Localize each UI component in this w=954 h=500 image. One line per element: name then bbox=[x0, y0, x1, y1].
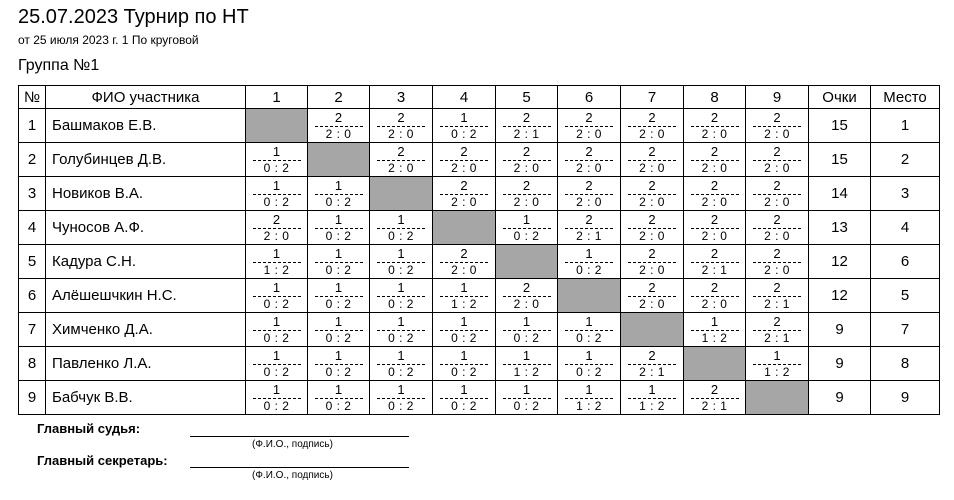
match-points: 2 bbox=[710, 382, 719, 397]
header-col-4: 4 bbox=[433, 86, 496, 109]
match-score: 2 : 0 bbox=[639, 297, 665, 311]
group-title: Группа №1 bbox=[18, 57, 100, 74]
match-score: 2 : 0 bbox=[263, 229, 290, 243]
table-header-row bbox=[19, 86, 940, 109]
match-cell bbox=[684, 211, 746, 245]
match-points: 2 bbox=[773, 110, 781, 125]
match-cell bbox=[496, 109, 558, 143]
match-score: 0 : 2 bbox=[513, 331, 540, 345]
match-score: 2 : 0 bbox=[451, 161, 477, 175]
match-points: 1 bbox=[522, 212, 531, 227]
match-points: 1 bbox=[272, 348, 281, 363]
match-points: 2 bbox=[773, 314, 781, 329]
match-points: 2 bbox=[773, 178, 781, 193]
match-points: 1 bbox=[710, 314, 719, 329]
match-score: 0 : 2 bbox=[576, 365, 602, 379]
match-points: 2 bbox=[522, 178, 531, 193]
match-points: 2 bbox=[397, 144, 405, 159]
match-score: 2 : 0 bbox=[451, 263, 477, 277]
match-points: 2 bbox=[460, 246, 468, 261]
match-points: 2 bbox=[397, 110, 405, 125]
match-score: 0 : 2 bbox=[325, 263, 352, 277]
match-cell bbox=[246, 313, 308, 347]
match-cell bbox=[496, 211, 558, 245]
match-score: 2 : 0 bbox=[513, 297, 540, 311]
match-points: 1 bbox=[460, 110, 468, 125]
header-points: Очки bbox=[809, 86, 871, 109]
match-points: 2 bbox=[522, 110, 531, 125]
match-points: 1 bbox=[272, 178, 281, 193]
match-points: 1 bbox=[522, 348, 531, 363]
match-cell bbox=[558, 211, 621, 245]
participant-points: 14 bbox=[809, 177, 871, 211]
match-points: 2 bbox=[648, 246, 656, 261]
match-cell bbox=[684, 245, 746, 279]
match-score: 1 : 2 bbox=[701, 331, 728, 345]
match-points: 1 bbox=[334, 178, 343, 193]
match-cell bbox=[246, 245, 308, 279]
tournament-table bbox=[18, 85, 940, 415]
participant-number: 8 bbox=[19, 347, 46, 381]
match-cell bbox=[558, 381, 621, 415]
match-points: 2 bbox=[773, 246, 781, 261]
match-cell bbox=[558, 109, 621, 143]
match-points: 2 bbox=[773, 144, 781, 159]
participant-place: 2 bbox=[871, 143, 940, 177]
match-score: 0 : 2 bbox=[263, 399, 290, 413]
match-cell bbox=[308, 109, 370, 143]
participant-name: Башмаков Е.В. bbox=[46, 109, 246, 143]
diagonal-cell bbox=[246, 109, 308, 143]
match-score: 2 : 0 bbox=[639, 195, 665, 209]
match-points: 1 bbox=[334, 314, 343, 329]
header-num: № bbox=[19, 86, 46, 109]
secretary-signature-line bbox=[190, 467, 409, 468]
match-cell bbox=[308, 279, 370, 313]
diagonal-cell bbox=[370, 177, 433, 211]
match-points: 2 bbox=[648, 110, 656, 125]
participant-points: 9 bbox=[809, 381, 871, 415]
match-points: 1 bbox=[397, 314, 405, 329]
match-points: 2 bbox=[334, 110, 343, 125]
match-score: 2 : 0 bbox=[325, 127, 352, 141]
match-points: 1 bbox=[272, 246, 281, 261]
match-cell bbox=[496, 313, 558, 347]
match-cell bbox=[308, 211, 370, 245]
header-col-6: 6 bbox=[558, 86, 621, 109]
match-score: 0 : 2 bbox=[388, 297, 414, 311]
match-points: 2 bbox=[710, 212, 719, 227]
match-score: 1 : 2 bbox=[513, 365, 540, 379]
secretary-signature-hint: (Ф.И.О., подпись) bbox=[252, 470, 333, 481]
participant-name: Чуносов А.Ф. bbox=[46, 211, 246, 245]
participant-name: Алёшешчкин Н.С. bbox=[46, 279, 246, 313]
match-score: 2 : 1 bbox=[701, 399, 728, 413]
match-score: 1 : 2 bbox=[576, 399, 602, 413]
match-points: 1 bbox=[460, 348, 468, 363]
match-cell bbox=[246, 143, 308, 177]
match-score: 0 : 2 bbox=[513, 229, 540, 243]
match-score: 2 : 1 bbox=[701, 263, 728, 277]
match-cell bbox=[370, 381, 433, 415]
table-row bbox=[19, 109, 940, 143]
match-score: 2 : 0 bbox=[764, 263, 790, 277]
match-cell bbox=[621, 347, 684, 381]
match-points: 1 bbox=[648, 382, 656, 397]
table-row bbox=[19, 177, 940, 211]
participant-number: 9 bbox=[19, 381, 46, 415]
match-points: 1 bbox=[397, 212, 405, 227]
match-score: 0 : 2 bbox=[451, 399, 477, 413]
match-score: 0 : 2 bbox=[388, 263, 414, 277]
match-points: 2 bbox=[773, 212, 781, 227]
match-points: 1 bbox=[397, 280, 405, 295]
header-col-3: 3 bbox=[370, 86, 433, 109]
match-cell bbox=[370, 245, 433, 279]
match-score: 0 : 2 bbox=[388, 399, 414, 413]
participant-name: Кадура С.Н. bbox=[46, 245, 246, 279]
match-score: 2 : 0 bbox=[513, 161, 540, 175]
match-cell bbox=[308, 313, 370, 347]
match-points: 1 bbox=[334, 280, 343, 295]
table-row bbox=[19, 143, 940, 177]
diagonal-cell bbox=[746, 381, 809, 415]
participant-number: 7 bbox=[19, 313, 46, 347]
match-cell bbox=[496, 143, 558, 177]
header-col-5: 5 bbox=[496, 86, 558, 109]
match-score: 2 : 0 bbox=[701, 127, 728, 141]
match-points: 1 bbox=[334, 348, 343, 363]
diagonal-cell bbox=[621, 313, 684, 347]
match-points: 1 bbox=[585, 314, 593, 329]
match-score: 2 : 0 bbox=[701, 161, 728, 175]
judge-signature-line bbox=[190, 436, 409, 437]
match-cell bbox=[308, 245, 370, 279]
match-cell bbox=[246, 347, 308, 381]
match-score: 2 : 1 bbox=[576, 229, 602, 243]
participant-number: 3 bbox=[19, 177, 46, 211]
table-row bbox=[19, 313, 940, 347]
table-row bbox=[19, 211, 940, 245]
match-score: 0 : 2 bbox=[388, 229, 414, 243]
table-row bbox=[19, 245, 940, 279]
participant-points: 15 bbox=[809, 143, 871, 177]
participant-points: 9 bbox=[809, 347, 871, 381]
match-points: 2 bbox=[648, 348, 656, 363]
match-score: 2 : 0 bbox=[576, 127, 602, 141]
header-col-9: 9 bbox=[746, 86, 809, 109]
match-points: 1 bbox=[522, 314, 531, 329]
participant-place: 9 bbox=[871, 381, 940, 415]
match-cell bbox=[621, 109, 684, 143]
match-points: 1 bbox=[397, 382, 405, 397]
table-row bbox=[19, 381, 940, 415]
match-score: 0 : 2 bbox=[325, 365, 352, 379]
match-points: 2 bbox=[522, 280, 531, 295]
page-subtitle: от 25 июля 2023 г. 1 По круговой bbox=[18, 33, 199, 47]
match-points: 1 bbox=[334, 212, 343, 227]
diagonal-cell bbox=[684, 347, 746, 381]
match-score: 0 : 2 bbox=[576, 263, 602, 277]
participant-number: 2 bbox=[19, 143, 46, 177]
match-score: 0 : 2 bbox=[263, 161, 290, 175]
match-cell bbox=[746, 177, 809, 211]
participant-number: 1 bbox=[19, 109, 46, 143]
match-points: 2 bbox=[585, 110, 593, 125]
match-cell bbox=[746, 313, 809, 347]
match-points: 1 bbox=[272, 314, 281, 329]
match-score: 1 : 2 bbox=[639, 399, 665, 413]
match-score: 2 : 0 bbox=[764, 127, 790, 141]
match-points: 2 bbox=[460, 144, 468, 159]
match-cell bbox=[558, 347, 621, 381]
match-cell bbox=[746, 143, 809, 177]
match-score: 0 : 2 bbox=[451, 365, 477, 379]
participant-place: 3 bbox=[871, 177, 940, 211]
match-cell bbox=[308, 177, 370, 211]
match-score: 2 : 0 bbox=[701, 195, 728, 209]
match-score: 2 : 0 bbox=[764, 161, 790, 175]
diagonal-cell bbox=[558, 279, 621, 313]
match-points: 1 bbox=[522, 382, 531, 397]
match-cell bbox=[684, 381, 746, 415]
header-col-7: 7 bbox=[621, 86, 684, 109]
match-points: 1 bbox=[334, 382, 343, 397]
match-cell bbox=[496, 279, 558, 313]
match-cell bbox=[684, 109, 746, 143]
diagonal-cell bbox=[433, 211, 496, 245]
header-col-8: 8 bbox=[684, 86, 746, 109]
match-cell bbox=[370, 211, 433, 245]
participant-place: 8 bbox=[871, 347, 940, 381]
header-name: ФИО участника bbox=[46, 86, 246, 109]
match-score: 2 : 1 bbox=[639, 365, 665, 379]
match-points: 1 bbox=[460, 280, 468, 295]
match-cell bbox=[746, 347, 809, 381]
match-cell bbox=[621, 381, 684, 415]
participant-name: Павленко Л.А. bbox=[46, 347, 246, 381]
participant-points: 12 bbox=[809, 279, 871, 313]
match-cell bbox=[433, 245, 496, 279]
participant-points: 13 bbox=[809, 211, 871, 245]
match-points: 2 bbox=[710, 144, 719, 159]
match-score: 2 : 0 bbox=[639, 229, 665, 243]
match-score: 0 : 2 bbox=[325, 399, 352, 413]
match-points: 1 bbox=[773, 348, 781, 363]
match-score: 2 : 0 bbox=[701, 229, 728, 243]
match-score: 2 : 0 bbox=[639, 263, 665, 277]
match-points: 2 bbox=[648, 280, 656, 295]
match-score: 0 : 2 bbox=[576, 331, 602, 345]
match-points: 2 bbox=[648, 178, 656, 193]
match-score: 2 : 0 bbox=[701, 297, 728, 311]
match-cell bbox=[746, 211, 809, 245]
match-points: 2 bbox=[710, 178, 719, 193]
match-cell bbox=[433, 313, 496, 347]
match-score: 1 : 2 bbox=[263, 263, 290, 277]
match-cell bbox=[684, 177, 746, 211]
participant-points: 9 bbox=[809, 313, 871, 347]
match-points: 1 bbox=[272, 382, 281, 397]
match-cell bbox=[433, 109, 496, 143]
participant-place: 5 bbox=[871, 279, 940, 313]
participant-points: 12 bbox=[809, 245, 871, 279]
match-score: 0 : 2 bbox=[325, 195, 352, 209]
match-points: 1 bbox=[272, 144, 281, 159]
match-cell bbox=[370, 279, 433, 313]
match-cell bbox=[496, 347, 558, 381]
participant-place: 7 bbox=[871, 313, 940, 347]
match-cell bbox=[433, 279, 496, 313]
match-cell bbox=[370, 313, 433, 347]
match-score: 2 : 0 bbox=[388, 127, 414, 141]
match-cell bbox=[433, 143, 496, 177]
participant-points: 15 bbox=[809, 109, 871, 143]
match-cell bbox=[684, 279, 746, 313]
match-score: 2 : 0 bbox=[576, 161, 602, 175]
match-points: 2 bbox=[710, 246, 719, 261]
participant-name: Бабчук В.В. bbox=[46, 381, 246, 415]
match-points: 2 bbox=[648, 144, 656, 159]
match-points: 2 bbox=[710, 110, 719, 125]
match-cell bbox=[621, 279, 684, 313]
match-cell bbox=[496, 177, 558, 211]
judge-signature-hint: (Ф.И.О., подпись) bbox=[252, 439, 333, 450]
participant-number: 4 bbox=[19, 211, 46, 245]
match-cell bbox=[246, 177, 308, 211]
match-score: 2 : 1 bbox=[513, 127, 540, 141]
match-cell bbox=[558, 313, 621, 347]
match-cell bbox=[370, 109, 433, 143]
match-score: 2 : 0 bbox=[764, 195, 790, 209]
match-score: 0 : 2 bbox=[263, 365, 290, 379]
match-score: 0 : 2 bbox=[388, 331, 414, 345]
match-score: 2 : 0 bbox=[576, 195, 602, 209]
match-score: 0 : 2 bbox=[263, 331, 290, 345]
participant-place: 4 bbox=[871, 211, 940, 245]
match-score: 0 : 2 bbox=[325, 297, 352, 311]
page-title: 25.07.2023 Турнир по НТ bbox=[18, 6, 249, 28]
match-score: 2 : 0 bbox=[764, 229, 790, 243]
match-points: 2 bbox=[710, 280, 719, 295]
match-score: 2 : 0 bbox=[513, 195, 540, 209]
match-cell bbox=[684, 313, 746, 347]
match-score: 2 : 0 bbox=[639, 161, 665, 175]
participant-number: 5 bbox=[19, 245, 46, 279]
match-points: 1 bbox=[397, 348, 405, 363]
match-cell bbox=[621, 245, 684, 279]
match-points: 1 bbox=[272, 280, 281, 295]
match-points: 2 bbox=[585, 144, 593, 159]
participant-name: Новиков В.А. bbox=[46, 177, 246, 211]
match-points: 2 bbox=[585, 212, 593, 227]
match-cell bbox=[684, 143, 746, 177]
participant-name: Голубинцев Д.В. bbox=[46, 143, 246, 177]
participant-name: Химченко Д.А. bbox=[46, 313, 246, 347]
match-cell bbox=[246, 381, 308, 415]
match-points: 1 bbox=[585, 348, 593, 363]
match-cell bbox=[246, 279, 308, 313]
match-cell bbox=[621, 143, 684, 177]
match-score: 2 : 1 bbox=[764, 331, 790, 345]
match-cell bbox=[308, 381, 370, 415]
judge-label: Главный судья: bbox=[37, 421, 141, 436]
match-cell bbox=[370, 143, 433, 177]
match-cell bbox=[558, 245, 621, 279]
diagonal-cell bbox=[496, 245, 558, 279]
match-cell bbox=[558, 177, 621, 211]
match-points: 1 bbox=[585, 246, 593, 261]
match-score: 0 : 2 bbox=[263, 297, 290, 311]
participant-number: 6 bbox=[19, 279, 46, 313]
match-cell bbox=[558, 143, 621, 177]
match-cell bbox=[433, 381, 496, 415]
match-points: 2 bbox=[648, 212, 656, 227]
diagonal-cell bbox=[308, 143, 370, 177]
match-points: 2 bbox=[460, 178, 468, 193]
match-score: 1 : 2 bbox=[451, 297, 477, 311]
match-points: 2 bbox=[272, 212, 281, 227]
match-cell bbox=[246, 211, 308, 245]
match-points: 2 bbox=[773, 280, 781, 295]
match-score: 2 : 1 bbox=[764, 297, 790, 311]
header-place: Место bbox=[871, 86, 940, 109]
match-score: 0 : 2 bbox=[325, 331, 352, 345]
match-score: 2 : 0 bbox=[639, 127, 665, 141]
match-points: 1 bbox=[397, 246, 405, 261]
match-points: 2 bbox=[585, 178, 593, 193]
table-row bbox=[19, 347, 940, 381]
header-col-2: 2 bbox=[308, 86, 370, 109]
participant-place: 6 bbox=[871, 245, 940, 279]
match-points: 1 bbox=[460, 314, 468, 329]
match-cell bbox=[496, 381, 558, 415]
match-points: 1 bbox=[585, 382, 593, 397]
secretary-label: Главный секретарь: bbox=[37, 453, 168, 468]
match-cell bbox=[621, 177, 684, 211]
header-col-1: 1 bbox=[246, 86, 308, 109]
match-score: 1 : 2 bbox=[764, 365, 790, 379]
table-row bbox=[19, 279, 940, 313]
match-score: 0 : 2 bbox=[451, 331, 477, 345]
participant-place: 1 bbox=[871, 109, 940, 143]
match-cell bbox=[308, 347, 370, 381]
match-cell bbox=[433, 347, 496, 381]
match-score: 0 : 2 bbox=[388, 365, 414, 379]
match-cell bbox=[746, 245, 809, 279]
match-cell bbox=[433, 177, 496, 211]
match-points: 1 bbox=[334, 246, 343, 261]
match-score: 0 : 2 bbox=[325, 229, 352, 243]
match-score: 2 : 0 bbox=[388, 161, 414, 175]
match-score: 0 : 2 bbox=[513, 399, 540, 413]
match-points: 1 bbox=[460, 382, 468, 397]
match-cell bbox=[370, 347, 433, 381]
match-score: 0 : 2 bbox=[451, 127, 477, 141]
match-cell bbox=[746, 109, 809, 143]
match-points: 2 bbox=[522, 144, 531, 159]
match-score: 2 : 0 bbox=[451, 195, 477, 209]
match-score: 0 : 2 bbox=[263, 195, 290, 209]
match-cell bbox=[621, 211, 684, 245]
match-cell bbox=[746, 279, 809, 313]
